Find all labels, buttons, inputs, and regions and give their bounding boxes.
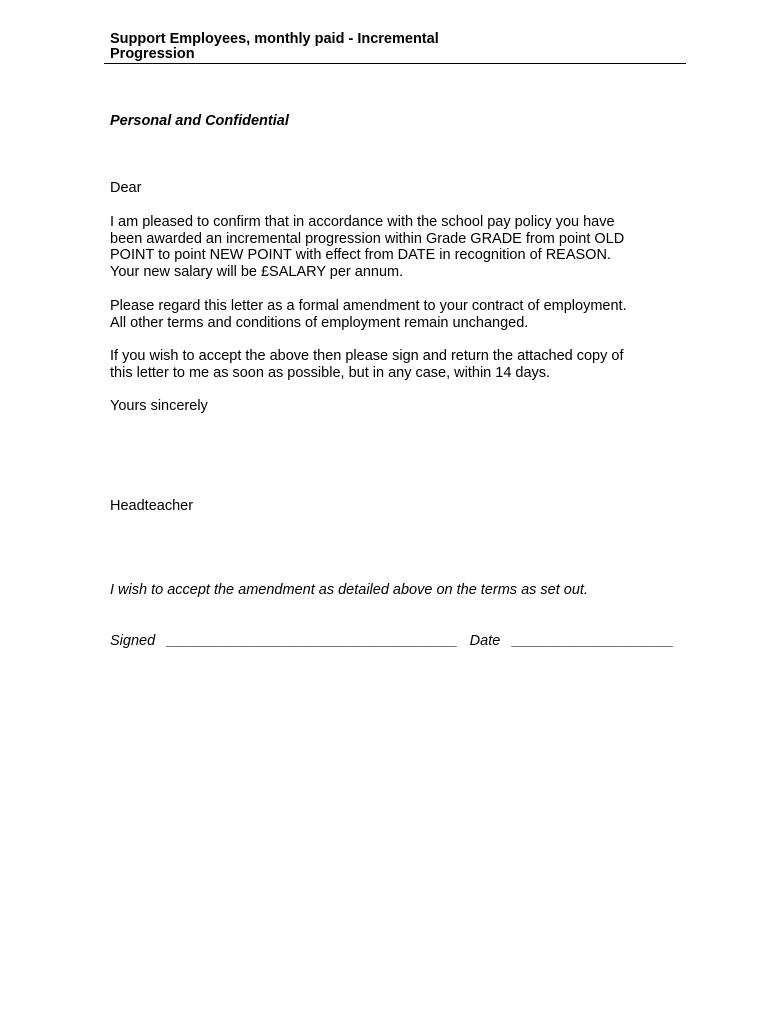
paragraph-acceptance-instructions [110, 348, 670, 381]
header-title-line-1: Support Employees, monthly paid - Incremental [110, 31, 439, 47]
signature-line [110, 633, 710, 650]
signatory-title: Headteacher [110, 498, 194, 514]
header-title-line-2: Progression [110, 46, 195, 62]
paragraph-line: POINT to point NEW POINT with effect from DATE in recognition of REASON. [110, 247, 611, 264]
closing: Yours sincerely [110, 398, 208, 414]
date-label: Date [469, 633, 501, 649]
date-blank[interactable]: ____________________ [512, 633, 674, 649]
paragraph-line: Please regard this letter as a formal amendment to your contract of employment. [110, 298, 627, 314]
salutation: Dear [110, 180, 142, 196]
signed-blank[interactable]: ____________________________________ [167, 633, 458, 649]
paragraph-line: this letter to me as soon as possible, but in any case, within 14 days. [110, 364, 551, 381]
paragraph-line: I am pleased to confirm that in accordance with the school pay policy you have [110, 214, 615, 230]
confidential-heading: Personal and Confidential [110, 113, 289, 129]
document-header [110, 32, 490, 62]
paragraph-line: Your new salary will be £SALARY per annum. [110, 264, 404, 281]
signed-label: Signed [110, 633, 156, 649]
paragraph-line: If you wish to accept the above then please sign and return the attached copy of [110, 348, 624, 364]
paragraph-amendment [110, 298, 670, 331]
paragraph-award [110, 214, 670, 281]
paragraph-line: All other terms and conditions of employment remain unchanged. [110, 314, 529, 331]
acceptance-statement: I wish to accept the amendment as detailed above on the terms as set out. [110, 582, 588, 598]
header-divider [104, 63, 686, 64]
paragraph-line: been awarded an incremental progression within Grade GRADE from point OLD [110, 230, 625, 247]
